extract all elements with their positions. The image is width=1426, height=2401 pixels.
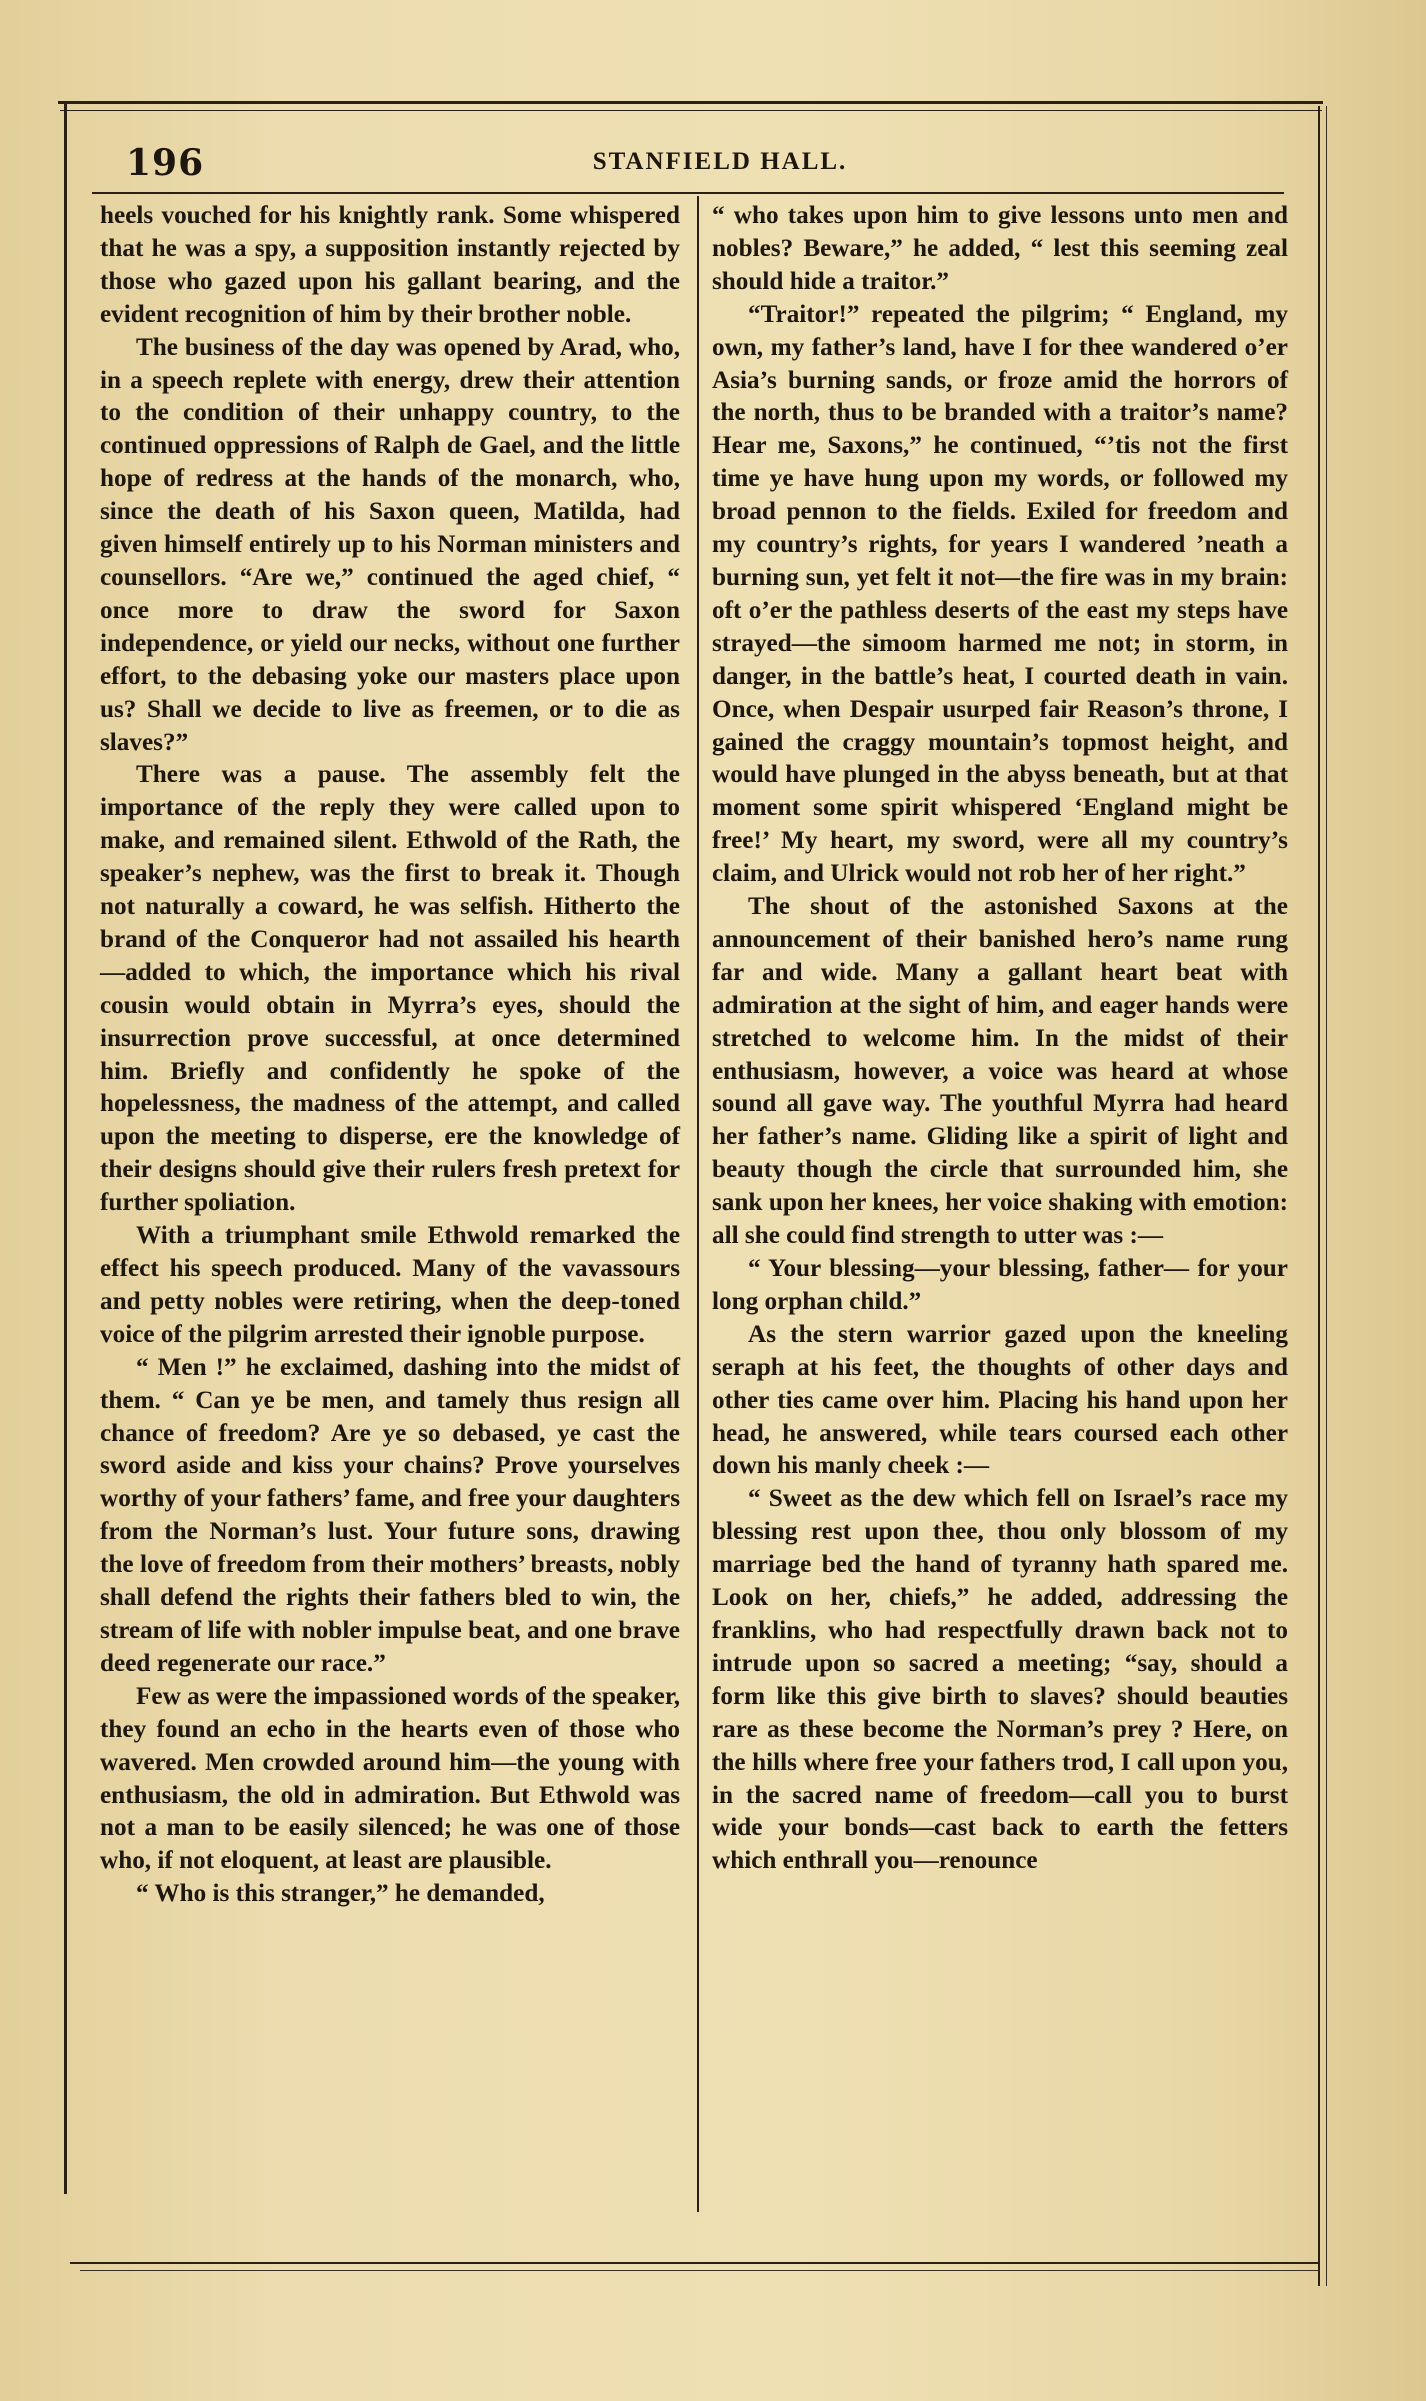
right-text-column (712, 200, 1288, 1878)
bottom-border-rule (70, 2262, 1320, 2264)
column-divider (697, 196, 699, 2212)
paragraph: The business of the day was opened by Arad, who, in a speech replete with energy, drew their attention to the condition of their unhappy country, to the continued oppressions of Ralph de Gael, and the little hope of redress at the hands of the monarch, who, since the death of his Saxon queen, Matilda, had given himself entirely up to his Norman ministers and counsellors. “Are we,” continued the aged chief, “ once more to draw the sword for Saxon independence, or yield our necks, without one further effort, to the debasing yoke our masters place upon us? Shall we decide to live as freemen, or to die as slaves?” (100, 333, 680, 756)
paragraph: The shout of the astonished Saxons at the announcement of their banished hero’s name rung far and wide. Many a gallant heart beat with admiration at the sight of him, and eager hands were stretched to welcome him. In the midst of their enthusiasm, however, a voice was heard at whose sound all gave way. The youthful Myrra had heard her father’s name. Gliding like a spirit of light and beauty though the circle that surrounded him, she sank upon her knees, her voice shaking with emotion: all she could find strength to utter was :— (712, 893, 1288, 1250)
paragraph: Few as were the impassioned words of the speaker, they found an echo in the hearts even of those who wavered. Men crowded around him—the young with enthusiasm, the old in admiration. But Ethwold was not a man to be easily silenced; he was one of those who, if not eloquent, at least are plausible. (100, 1682, 680, 1875)
page-number: 196 (126, 142, 205, 184)
top-border-hairline (60, 110, 1322, 111)
paragraph: There was a pause. The assembly felt the importance of the reply they were called upon to make, and remained silent. Ethwold of the Rath, the speaker’s nephew, was the first to break it. Though not naturally a coward, he was selfish. Hitherto the brand of the Conqueror had not assailed his hearth —added to which, the importance which his rival cousin would obtain in Myrra’s eyes, should the insurrection prove successful, at once determined him. Briefly and confidently he spoke of the hopelessness, the madness of the attempt, and called upon the meeting to disperse, ere the knowledge of their designs should give their rulers fresh pretext for further spoliation. (100, 761, 680, 1217)
bottom-border-hairline (80, 2270, 1320, 2271)
paragraph: “ Who is this stranger,” he demanded, (136, 1880, 545, 1908)
right-border-rule (1318, 106, 1320, 2286)
paragraph: “ Your blessing—your blessing, father— for your long orphan child.” (712, 1255, 1288, 1315)
running-title: STANFIELD HALL. (592, 148, 848, 175)
paragraph: heels vouched for his knightly rank. Some whispered that he was a spy, a supposition instantly rejected by those who gazed upon his gallant bearing, and the evident recognition of him by their brother noble. (100, 202, 680, 328)
paragraph: “ Men !” he exclaimed, dashing into the midst of them. “ Can ye be men, and tamely thus resign all chance of freedom? Are ye so debased, ye cast the sword aside and kiss your chains? Prove yourselves worthy of your fathers’ fame, and free your daughters from the Norman’s lust. Your future sons, drawing the love of freedom from their mothers’ breasts, nobly shall defend the rights their fathers bled to win, the stream of life with nobler impulse beat, and one brave deed regenerate our race.” (100, 1353, 680, 1677)
paragraph: “Traitor!” repeated the pilgrim; “ England, my own, my father’s land, have I for thee wandered o’er Asia’s burning sands, or froze amid the horrors of the north, thus to be branded with a traitor’s name? Hear me, Saxons,” he continued, “’tis not the first time ye have hung upon my words, or followed my broad pennon to the fields. Exiled for freedom and my country’s rights, for years I wandered ’neath a burning sun, yet felt it not—the fire was in my brain: oft o’er the pathless deserts of the east my steps have strayed—the simoom harmed me not; in storm, in danger, in the battle’s heat, I courted death in vain. Once, when Despair usurped fair Reason’s throne, I gained the craggy mountain’s topmost height, and would have plunged in the abyss beneath, but at that moment some spirit whispered ‘England might be free!’ My heart, my sword, were all my country’s claim, and Ulrick would not rob her of her right.” (712, 300, 1288, 888)
left-border-rule (64, 104, 67, 2194)
right-border-hairline (1326, 106, 1327, 2286)
top-border-rule (58, 101, 1323, 104)
paragraph: As the stern warrior gazed upon the kneeling seraph at his feet, the thoughts of other days and other ties came over him. Placing his hand upon her head, he answered, while tears coursed each other down his manly cheek :— (712, 1320, 1288, 1480)
paragraph: “ Sweet as the dew which fell on Israel’s race my blessing rest upon thee, thou only blossom of my marriage bed the hand of tyranny hath spared me. Look on her, chiefs,” he added, addressing the franklins, who had respectfully drawn back not to intrude upon so sacred a meeting; “say, should a form like this give birth to slaves? should beauties rare as these become the Norman’s prey ? Here, on the hills where free your fathers trod, I call upon you, in the sacred name of freedom—call you to burst wide your bonds—cast back to earth the fetters which enthrall you—renounce (712, 1485, 1288, 1875)
paragraph: With a triumphant smile Ethwold remarked the effect his speech produced. Many of the vavassours and petty nobles were retiring, when the deep-toned voice of the pilgrim arrested their ignoble purpose. (100, 1222, 680, 1348)
left-text-column (100, 200, 680, 1911)
paragraph: “ who takes upon him to give lessons unto men and nobles? Beware,” he added, “ lest this seeming zeal should hide a traitor.” (712, 202, 1288, 295)
header-rule (92, 192, 1284, 194)
